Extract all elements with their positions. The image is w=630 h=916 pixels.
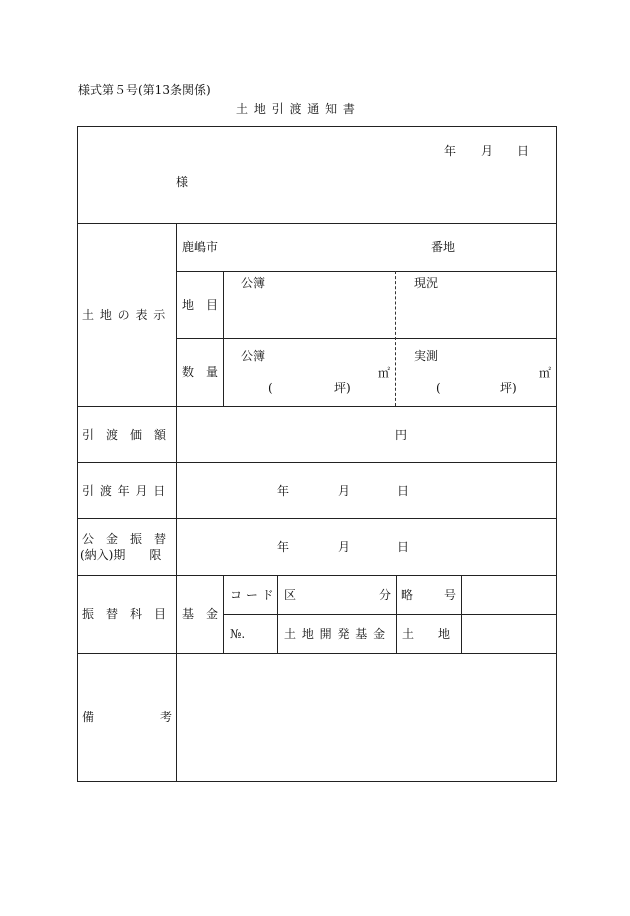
kubun-label-left: 区 xyxy=(284,588,297,602)
payment-year-label: 年 xyxy=(277,540,290,554)
table-line xyxy=(77,575,557,576)
payment-month-label: 月 xyxy=(338,540,351,554)
koubo-tsubo-close: 坪) xyxy=(334,381,351,395)
payment-label-line2: (納入)期 限 xyxy=(80,548,162,562)
suryo-jissoku-label: 実測 xyxy=(414,349,439,363)
land-lot-label: 番地 xyxy=(431,240,456,254)
table-line xyxy=(77,781,557,782)
table-line xyxy=(77,126,78,782)
table-line xyxy=(77,406,557,407)
ryakugo-label-right: 号 xyxy=(444,588,457,602)
payment-label-line1: 公 金 振 替 xyxy=(82,532,167,546)
suryo-label: 数 量 xyxy=(182,365,219,379)
tochi-label: 土 地 xyxy=(402,627,451,641)
document-title: 土 地 引 渡 通 知 書 xyxy=(236,102,356,116)
chimoku-label: 地 目 xyxy=(182,298,219,312)
table-line xyxy=(396,575,397,653)
ryakugo-label-left: 略 xyxy=(401,588,414,602)
jissoku-tsubo-close: 坪) xyxy=(500,381,517,395)
chimoku-genkyo-label: 現況 xyxy=(414,276,439,290)
chimoku-koubo-label: 公簿 xyxy=(241,276,266,290)
delivery-year-label: 年 xyxy=(277,484,290,498)
table-line xyxy=(223,575,224,653)
koubo-tsubo-open: ( xyxy=(268,381,273,395)
date-day-label: 日 xyxy=(517,144,530,158)
koubo-sqm-unit: ㎡ xyxy=(378,366,391,380)
price-label: 引 渡 価 額 xyxy=(82,428,167,442)
payment-day-label: 日 xyxy=(397,540,410,554)
transfer-label: 振 替 科 目 xyxy=(82,607,167,621)
number-label: №. xyxy=(230,627,246,641)
table-line xyxy=(277,575,278,653)
fund-name: 土 地 開 発 基 金 xyxy=(284,627,387,641)
remarks-label-left: 備 xyxy=(82,710,95,724)
price-unit: 円 xyxy=(395,428,408,442)
date-year-label: 年 xyxy=(444,144,457,158)
table-line xyxy=(556,126,557,782)
delivery-day-label: 日 xyxy=(397,484,410,498)
suryo-koubo-label: 公簿 xyxy=(241,349,266,363)
addressee-suffix: 様 xyxy=(176,175,189,189)
table-line xyxy=(461,575,462,653)
remarks-label-right: 考 xyxy=(160,710,173,724)
jissoku-sqm-unit: ㎡ xyxy=(539,366,552,380)
table-line xyxy=(223,614,557,615)
land-section-label: 土 地 の 表 示 xyxy=(82,308,167,322)
table-line xyxy=(176,338,557,339)
kubun-label-right: 分 xyxy=(379,588,392,602)
form-number: 様式第５号(第13条関係) xyxy=(78,83,211,97)
jissoku-tsubo-open: ( xyxy=(436,381,441,395)
table-line xyxy=(77,223,557,224)
delivery-month-label: 月 xyxy=(338,484,351,498)
code-label: コ ー ド xyxy=(230,588,274,602)
land-city: 鹿嶋市 xyxy=(182,240,219,254)
table-line xyxy=(223,271,224,406)
date-month-label: 月 xyxy=(481,144,494,158)
table-line xyxy=(176,223,177,781)
table-line xyxy=(77,518,557,519)
table-line xyxy=(77,653,557,654)
table-line xyxy=(77,462,557,463)
dashed-divider xyxy=(395,271,396,406)
delivery-date-label: 引 渡 年 月 日 xyxy=(82,484,167,498)
table-line xyxy=(77,126,557,127)
table-line xyxy=(176,271,557,272)
kikin-label: 基 金 xyxy=(182,607,219,621)
